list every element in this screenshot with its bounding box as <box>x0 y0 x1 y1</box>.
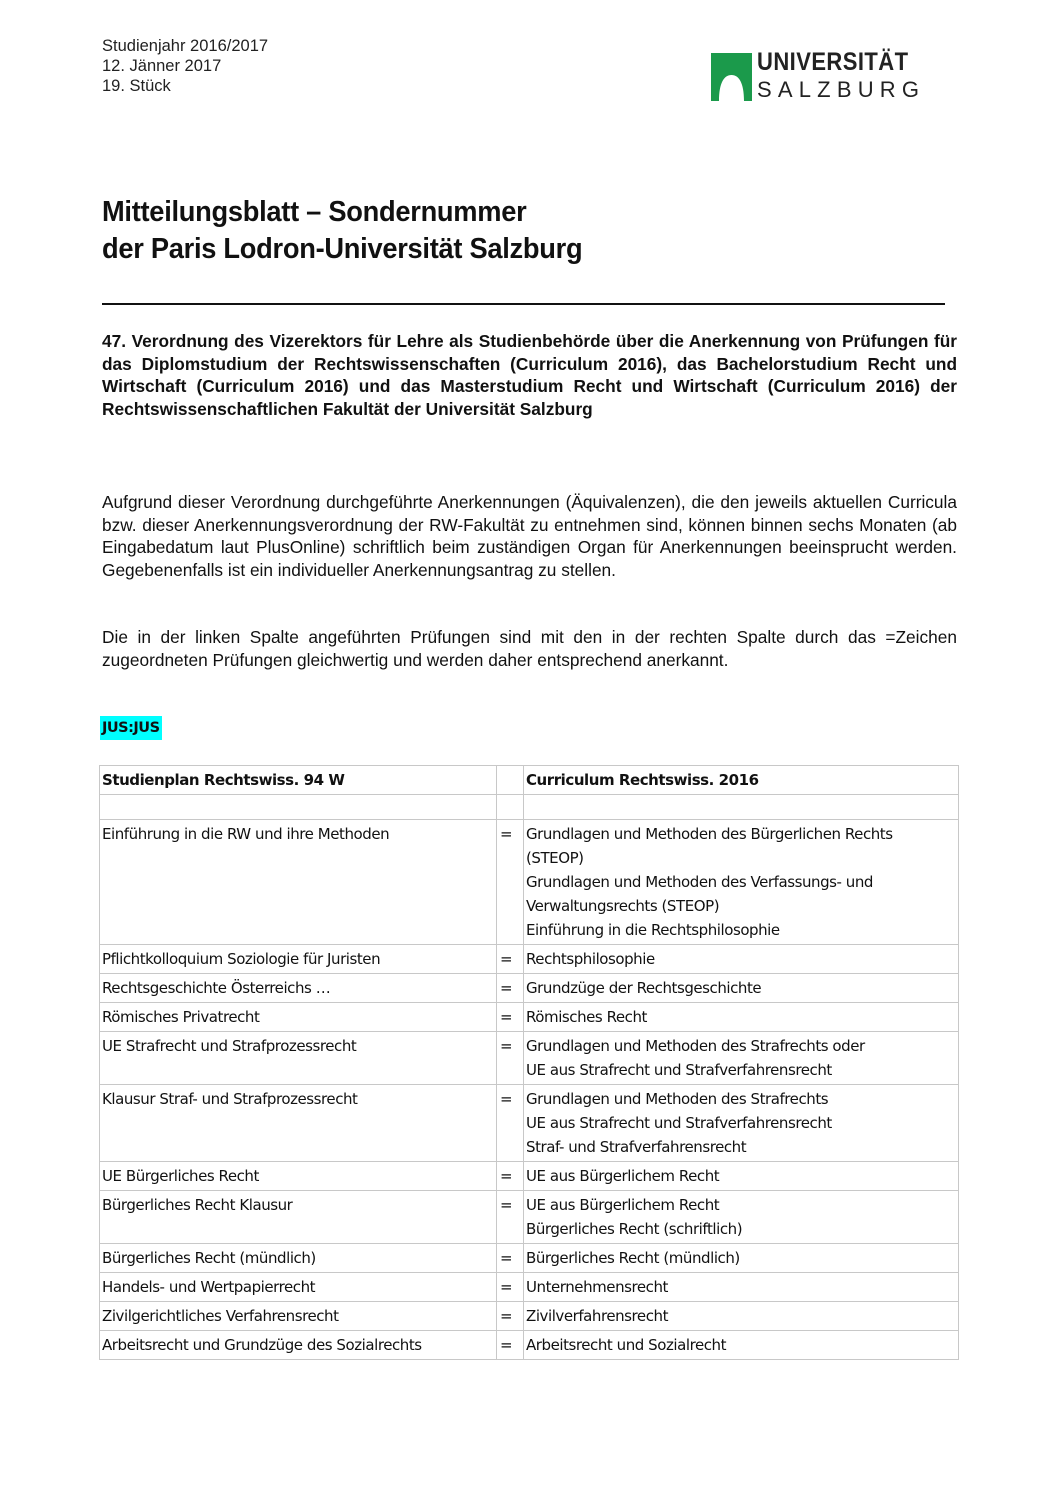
table-row <box>100 1085 959 1162</box>
old-course-cell: Pflichtkolloquium Soziologie für Juristen <box>100 945 497 974</box>
old-course-cell: Bürgerliches Recht (mündlich) <box>100 1244 497 1273</box>
old-course-cell: Klausur Straf- und Strafprozessrecht <box>100 1085 497 1162</box>
new-course-line: Unternehmensrecht <box>526 1278 668 1296</box>
table-row <box>100 1302 959 1331</box>
new-course-line: Bürgerliches Recht (mündlich) <box>526 1249 740 1267</box>
equals-sign-cell: = <box>497 1003 524 1032</box>
new-course-line: Grundlagen und Methoden des Strafrechts <box>526 1090 829 1108</box>
paragraph-equivalence-note: Die in der linken Spalte angeführten Prüfungen sind mit den in der rechten Spalte durch das =Zeichen zugeordneten Prüfungen gleichwertig und werden daher entsprechend anerkannt. <box>102 627 957 670</box>
header-old-curriculum: Studienplan Rechtswiss. 94 W <box>100 766 497 795</box>
new-course-line: Einführung in die Rechtsphilosophie <box>526 921 780 939</box>
title-line-1: Mitteilungsblatt – Sondernummer <box>102 196 527 228</box>
old-course-cell: Zivilgerichtliches Verfahrensrecht <box>100 1302 497 1331</box>
table-row <box>100 945 959 974</box>
new-course-line: UE aus Bürgerlichem Recht <box>526 1196 720 1214</box>
table-row <box>100 974 959 1003</box>
equivalence-table <box>99 765 959 1360</box>
table-row <box>100 1003 959 1032</box>
title-divider <box>102 303 945 305</box>
new-course-cell <box>524 974 959 1003</box>
header-new-curriculum: Curriculum Rechtswiss. 2016 <box>524 766 959 795</box>
table-row <box>100 1032 959 1085</box>
equals-sign-cell: = <box>497 1032 524 1085</box>
new-course-cell <box>524 1331 959 1360</box>
equals-sign-cell: = <box>497 820 524 945</box>
table-row <box>100 820 959 945</box>
old-course-cell: Römisches Privatrecht <box>100 1003 497 1032</box>
header-equals-column <box>497 766 524 795</box>
equals-sign-cell: = <box>497 974 524 1003</box>
academic-year: Studienjahr 2016/2017 <box>102 37 269 55</box>
logo-text-salzburg: SALZBURG <box>757 77 926 102</box>
new-course-cell <box>524 820 959 945</box>
new-course-cell <box>524 1085 959 1162</box>
old-course-cell: UE Strafrecht und Strafprozessrecht <box>100 1032 497 1085</box>
equals-sign-cell: = <box>497 1331 524 1360</box>
new-course-line: Rechtsphilosophie <box>526 950 655 968</box>
issue-date: 12. Jänner 2017 <box>102 57 222 75</box>
new-course-line: Verwaltungsrechts (STEOP) <box>526 897 720 915</box>
table-row <box>100 1331 959 1360</box>
regulation-heading: 47. Verordnung des Vizerektors für Lehre als Studienbehörde über die Anerkennung von Prüfungen für das Diplomstudium der Rechtswissenschaften (Curriculum 2016), das Bachelorstudium Recht und Wirtschaft (Curriculum 2016) und das Masterstudium Recht und Wirtschaft (Curriculum 2016) der Rechtswissenschaftlichen Fakultät der Universität Salzburg <box>102 331 957 419</box>
old-course-cell: UE Bürgerliches Recht <box>100 1162 497 1191</box>
equals-sign-cell: = <box>497 1162 524 1191</box>
new-course-cell <box>524 945 959 974</box>
new-course-line: Grundlagen und Methoden des Bürgerlichen Rechts <box>526 825 893 843</box>
old-course-cell: Handels- und Wertpapierrecht <box>100 1273 497 1302</box>
table-empty-row <box>100 795 959 820</box>
old-course-cell: Bürgerliches Recht Klausur <box>100 1191 497 1244</box>
new-course-cell <box>524 1003 959 1032</box>
new-course-line: Grundlagen und Methoden des Strafrechts oder <box>526 1037 865 1055</box>
new-course-line: Bürgerliches Recht (schriftlich) <box>526 1220 743 1238</box>
new-course-cell <box>524 1244 959 1273</box>
equals-sign-cell: = <box>497 1273 524 1302</box>
new-course-cell <box>524 1032 959 1085</box>
issue-metadata <box>102 36 268 96</box>
new-course-line: UE aus Strafrecht und Strafverfahrensrecht <box>526 1061 832 1079</box>
paragraph-objection-notice: Aufgrund dieser Verordnung durchgeführte Anerkennungen (Äquivalenzen), die den jeweils aktuellen Curricula bzw. dieser Anerkennungsverordnung der RW-Fakultät zu entnehmen sind, können binnen sechs Monaten (ab Eingabedatum laut PlusOnline) schriftlich beim zuständigen Organ für Anerkennungen beeinsprucht werden. Gegebenenfalls ist ein individueller Anerkennungsantrag zu stellen. <box>102 492 957 580</box>
new-course-line: Zivilverfahrensrecht <box>526 1307 668 1325</box>
table-row <box>100 1162 959 1191</box>
new-course-line: Römisches Recht <box>526 1008 647 1026</box>
old-course-cell: Einführung in die RW und ihre Methoden <box>100 820 497 945</box>
new-course-line: UE aus Strafrecht und Strafverfahrensrecht <box>526 1114 832 1132</box>
equals-sign-cell: = <box>497 1302 524 1331</box>
table-header-row <box>100 766 959 795</box>
old-course-cell: Arbeitsrecht und Grundzüge des Sozialrechts <box>100 1331 497 1360</box>
equals-sign-cell: = <box>497 1085 524 1162</box>
table-row <box>100 1191 959 1244</box>
new-course-line: (STEOP) <box>526 849 584 867</box>
new-course-line: Grundzüge der Rechtsgeschichte <box>526 979 762 997</box>
equals-sign-cell: = <box>497 1191 524 1244</box>
new-course-line: Straf- und Strafverfahrensrecht <box>526 1138 747 1156</box>
new-course-line: Grundlagen und Methoden des Verfassungs- und <box>526 873 873 891</box>
table-row <box>100 1244 959 1273</box>
equals-sign-cell: = <box>497 1244 524 1273</box>
old-course-cell: Rechtsgeschichte Österreichs … <box>100 974 497 1003</box>
equals-sign-cell: = <box>497 945 524 974</box>
issue-number: 19. Stück <box>102 77 171 95</box>
new-course-line: Arbeitsrecht und Sozialrecht <box>526 1336 727 1354</box>
university-arch-logo-icon <box>711 53 752 101</box>
new-course-cell <box>524 1162 959 1191</box>
new-course-cell <box>524 1302 959 1331</box>
new-course-cell <box>524 1191 959 1244</box>
university-logo <box>711 48 926 104</box>
logo-text-universitaet: UNIVERSITÄT <box>757 48 909 76</box>
section-tag-jus: JUS:JUS <box>100 716 162 740</box>
title-line-2: der Paris Lodron-Universität Salzburg <box>102 233 583 265</box>
page-title <box>102 194 613 268</box>
table-row <box>100 1273 959 1302</box>
new-course-cell <box>524 1273 959 1302</box>
new-course-line: UE aus Bürgerlichem Recht <box>526 1167 720 1185</box>
